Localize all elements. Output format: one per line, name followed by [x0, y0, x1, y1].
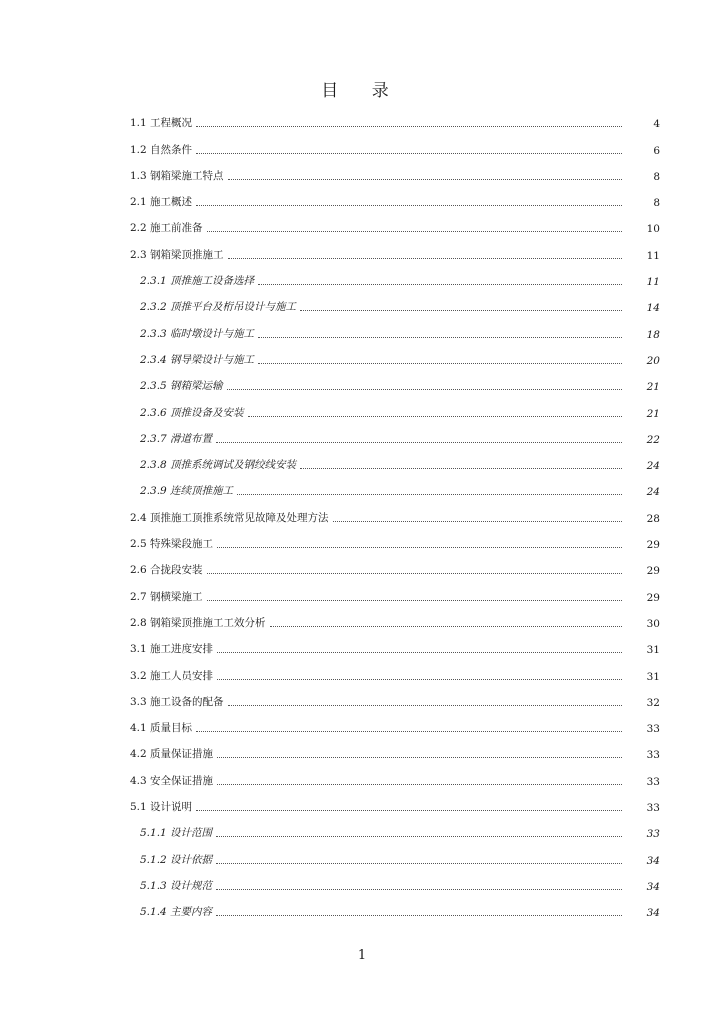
toc-entry[interactable] [130, 183, 660, 209]
toc-entry-label: 5.1.4 主要内容 [140, 906, 213, 919]
toc-leader-dots [300, 309, 622, 311]
toc-entry-label: 3.2 施工人员安排 [130, 669, 214, 682]
toc-entry-label: 5.1.2 设计依据 [140, 853, 213, 866]
toc-entry-page: 21 [646, 407, 660, 420]
toc-entry-label: 2.3.5 钢箱梁运输 [140, 380, 223, 393]
toc-entry-label: 2.1 施工概述 [130, 196, 193, 209]
toc-leader-dots [216, 914, 622, 916]
toc-entry-page: 18 [646, 328, 660, 341]
toc-leader-dots [217, 678, 622, 680]
toc-entry-label: 2.2 施工前准备 [130, 222, 203, 235]
toc-entry-page: 28 [646, 512, 660, 525]
toc-leader-dots [237, 493, 622, 495]
toc-leader-dots [258, 283, 622, 285]
toc-leader-dots [196, 809, 622, 811]
toc-entry-page: 33 [646, 775, 660, 788]
toc-entry[interactable] [130, 840, 660, 866]
toc-entry[interactable] [130, 341, 660, 367]
toc-entry-page: 21 [646, 381, 660, 394]
toc-entry-page: 34 [646, 907, 660, 920]
toc-entry[interactable] [130, 498, 660, 524]
toc-entry-label: 2.3.6 顶推设备及安装 [140, 406, 244, 419]
toc-entry-page: 34 [646, 880, 660, 893]
toc-entry-page: 22 [646, 433, 660, 446]
toc-leader-dots [217, 756, 622, 758]
toc-entry-page: 10 [646, 223, 660, 236]
toc-leader-dots [228, 178, 622, 180]
toc-entry-label: 4.2 质量保证措施 [130, 748, 214, 761]
toc-entry-label: 2.3.9 连续顶推施工 [140, 485, 234, 498]
toc-leader-dots [227, 388, 622, 390]
toc-entry[interactable] [130, 525, 660, 551]
toc-entry-label: 3.1 施工进度安排 [130, 643, 214, 656]
toc-entry-page: 33 [646, 828, 660, 841]
toc-entry-label: 4.3 安全保证措施 [130, 774, 214, 787]
toc-entry[interactable] [130, 262, 660, 288]
toc-entry[interactable] [130, 209, 660, 235]
toc-entry-label: 2.3.8 顶推系统调试及钢绞线安装 [140, 459, 297, 472]
toc-entry[interactable] [130, 788, 660, 814]
toc-entry[interactable] [130, 314, 660, 340]
toc-leader-dots [207, 599, 622, 601]
footer-page-number: 1 [357, 948, 367, 963]
toc-entry[interactable] [130, 157, 660, 183]
toc-leader-dots [258, 362, 622, 364]
toc-entry[interactable] [130, 630, 660, 656]
toc-leader-dots [333, 520, 622, 522]
toc-entry-page: 8 [653, 170, 660, 183]
toc-leader-dots [217, 783, 622, 785]
toc-entry-label: 2.5 特殊梁段施工 [130, 538, 214, 551]
toc-entry[interactable] [130, 393, 660, 419]
toc-entry[interactable] [130, 367, 660, 393]
toc-entry-page: 24 [646, 486, 660, 499]
toc-leader-dots [196, 730, 622, 732]
toc-entry[interactable] [130, 867, 660, 893]
toc-entry[interactable] [130, 130, 660, 156]
toc-leader-dots [217, 651, 622, 653]
toc-entry-page: 33 [646, 723, 660, 736]
toc-entry-page: 11 [646, 249, 660, 262]
toc-entry[interactable] [130, 420, 660, 446]
toc-entry-label: 1.1 工程概况 [130, 117, 193, 130]
toc-entry[interactable] [130, 104, 660, 130]
toc-entry[interactable] [130, 893, 660, 919]
toc-entry[interactable] [130, 814, 660, 840]
toc-leader-dots [258, 336, 622, 338]
toc-leader-dots [228, 704, 622, 706]
toc-entry-page: 14 [646, 302, 660, 315]
toc-entry[interactable] [130, 761, 660, 787]
toc-leader-dots [216, 888, 622, 890]
toc-entry[interactable] [130, 288, 660, 314]
toc-entry-label: 2.3.3 临时墩设计与施工 [140, 327, 255, 340]
toc-entry[interactable] [130, 446, 660, 472]
toc-entry-page: 34 [646, 854, 660, 867]
toc-entry[interactable] [130, 472, 660, 498]
toc-leader-dots [196, 204, 622, 206]
toc-entry-page: 32 [646, 696, 660, 709]
toc-entry-page: 31 [646, 670, 660, 683]
toc-entry-label: 2.8 钢箱梁顶推施工工效分析 [130, 616, 266, 629]
toc-leader-dots [207, 572, 622, 574]
toc-entry-page: 24 [646, 460, 660, 473]
toc-entry-page: 30 [646, 617, 660, 630]
toc-entry[interactable] [130, 551, 660, 577]
toc-entry[interactable] [130, 656, 660, 682]
toc-entry-page: 4 [653, 118, 660, 131]
toc-entry-label: 1.3 钢箱梁施工特点 [130, 169, 224, 182]
toc-entry[interactable] [130, 709, 660, 735]
toc-leader-dots [270, 625, 622, 627]
toc-leader-dots [216, 835, 622, 837]
toc-entry-label: 5.1.3 设计规范 [140, 879, 213, 892]
toc-entry-page: 20 [646, 354, 660, 367]
toc-entry-label: 2.3.1 顶推施工设备选择 [140, 275, 255, 288]
toc-leader-dots [196, 125, 622, 127]
toc-entry-page: 6 [653, 144, 660, 157]
toc-entry-page: 11 [646, 276, 660, 289]
table-of-contents [130, 104, 660, 919]
toc-entry-page: 29 [646, 591, 660, 604]
toc-entry-label: 2.3.2 顶推平台及桁吊设计与施工 [140, 301, 297, 314]
toc-entry-label: 2.4 顶推施工顶推系统常见故障及处理方法 [130, 511, 329, 524]
toc-entry[interactable] [130, 235, 660, 261]
toc-entry-page: 8 [653, 197, 660, 210]
toc-entry-label: 5.1.1 设计范围 [140, 827, 213, 840]
toc-entry-page: 31 [646, 644, 660, 657]
toc-entry-page: 29 [646, 539, 660, 552]
toc-entry-page: 33 [646, 802, 660, 815]
toc-entry-label: 2.7 钢横梁施工 [130, 590, 203, 603]
toc-leader-dots [300, 467, 622, 469]
toc-leader-dots [217, 546, 622, 548]
toc-entry-page: 33 [646, 749, 660, 762]
toc-entry-label: 3.3 施工设备的配备 [130, 695, 224, 708]
toc-entry-label: 4.1 质量目标 [130, 722, 193, 735]
toc-entry[interactable] [130, 683, 660, 709]
toc-entry[interactable] [130, 577, 660, 603]
toc-entry-label: 2.3 钢箱梁顶推施工 [130, 248, 224, 261]
toc-entry-label: 2.6 合拢段安装 [130, 564, 203, 577]
toc-leader-dots [216, 862, 622, 864]
toc-leader-dots [248, 415, 622, 417]
toc-leader-dots [216, 441, 622, 443]
toc-entry-page: 29 [646, 565, 660, 578]
toc-entry[interactable] [130, 604, 660, 630]
toc-entry-label: 5.1 设计说明 [130, 801, 193, 814]
toc-entry-label: 1.2 自然条件 [130, 143, 193, 156]
toc-entry-label: 2.3.7 滑道布置 [140, 432, 213, 445]
toc-leader-dots [196, 152, 622, 154]
toc-leader-dots [228, 257, 622, 259]
toc-entry-label: 2.3.4 钢导梁设计与施工 [140, 353, 255, 366]
toc-entry[interactable] [130, 735, 660, 761]
toc-leader-dots [207, 230, 622, 232]
page-title: 目 录 [321, 81, 403, 101]
